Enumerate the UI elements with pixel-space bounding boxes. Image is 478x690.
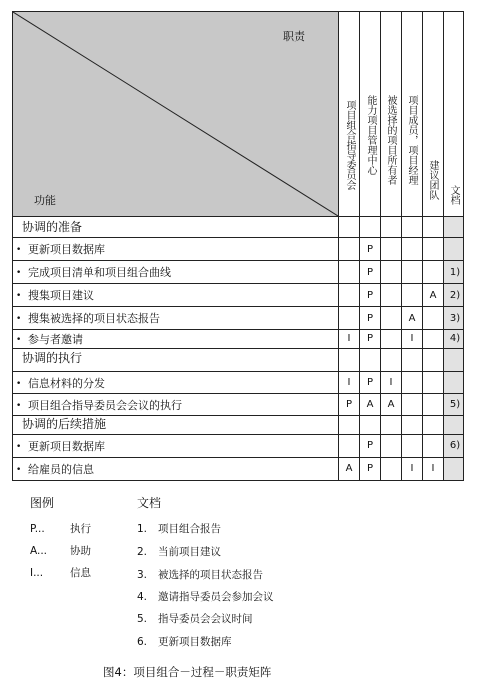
doc-text: 项目组合报告: [158, 523, 221, 535]
doc-num: 6.: [137, 636, 148, 648]
col-header-2: 被选择的项目所有者: [385, 95, 396, 185]
legend-title: 图例: [30, 496, 55, 510]
col-line-1: [359, 11, 360, 480]
doc-ref: 5): [449, 399, 461, 410]
row-line: [12, 306, 464, 307]
border-left: [12, 11, 13, 480]
cell-mark: P: [366, 313, 374, 324]
row-line: [12, 457, 464, 458]
cell-mark: A: [408, 313, 416, 324]
section-title: 协调的执行: [22, 351, 83, 365]
col-line-3: [401, 11, 402, 480]
row-line: [12, 283, 464, 284]
legend-meaning: 执行: [70, 523, 91, 535]
legend-key: P...: [30, 523, 45, 535]
legend-key: A...: [30, 545, 48, 557]
cell-mark: I: [410, 463, 414, 474]
bullet-icon: •: [16, 291, 22, 301]
doc-text: 指导委员会会议时间: [158, 613, 253, 625]
doc-ref: 6): [449, 440, 461, 451]
cell-mark: I: [347, 377, 351, 388]
doc-text: 邀请指导委员会参加会议: [158, 591, 274, 603]
row-line: [12, 237, 464, 238]
doc-ref: 4): [449, 333, 461, 344]
bullet-icon: •: [16, 245, 22, 255]
section-title: 协调的准备: [22, 220, 83, 234]
documents-title: 文档: [137, 496, 162, 510]
col-header-0: 项目组合指导委员会: [344, 100, 355, 190]
row-label: 完成项目清单和项目组合曲线: [28, 266, 171, 279]
doc-num: 2.: [137, 546, 148, 558]
legend-meaning: 信息: [70, 567, 91, 579]
doc-ref: 1): [449, 267, 461, 278]
doc-ref: 3): [449, 313, 461, 324]
function-label: 功能: [34, 194, 56, 207]
row-label: 信息材料的分发: [28, 377, 105, 390]
col-header-4: 建议团队: [427, 160, 438, 200]
cell-mark: A: [366, 399, 374, 410]
cell-mark: P: [366, 440, 374, 451]
row-label: 参与者邀请: [28, 333, 83, 346]
row-label: 更新项目数据库: [28, 440, 105, 453]
section-title: 协调的后续措施: [22, 417, 107, 431]
bullet-icon: •: [16, 314, 22, 324]
border-bottom: [12, 480, 464, 481]
cell-mark: P: [345, 399, 353, 410]
cell-mark: I: [431, 463, 435, 474]
cell-mark: P: [366, 377, 374, 388]
bullet-icon: •: [16, 442, 22, 452]
row-line: [12, 393, 464, 394]
cell-mark: P: [366, 244, 374, 255]
row-line: [12, 415, 464, 416]
cell-mark: P: [366, 267, 374, 278]
row-label: 搜集项目建议: [28, 289, 94, 302]
border-top: [12, 11, 464, 12]
doc-num: 3.: [137, 569, 148, 581]
cell-mark: A: [345, 463, 353, 474]
doc-text: 更新项目数据库: [158, 636, 232, 648]
bullet-icon: •: [16, 335, 22, 345]
cell-mark: P: [366, 463, 374, 474]
cell-mark: I: [389, 377, 393, 388]
doc-num: 4.: [137, 591, 148, 603]
doc-text: 当前项目建议: [158, 546, 221, 558]
row-label: 项目组合指导委员会会议的执行: [28, 399, 182, 412]
col-header-3: 项目成员，项目经理: [406, 95, 417, 185]
header-bottom-line: [12, 216, 464, 217]
doc-num: 1.: [137, 523, 148, 535]
row-line: [12, 260, 464, 261]
row-line: [12, 329, 464, 330]
row-label: 更新项目数据库: [28, 243, 105, 256]
doc-text: 被选择的项目状态报告: [158, 569, 263, 581]
doc-num: 5.: [137, 613, 148, 625]
row-line: [12, 434, 464, 435]
cell-mark: P: [366, 333, 374, 344]
cell-mark: I: [410, 333, 414, 344]
col-line-2: [380, 11, 381, 480]
cell-mark: I: [347, 333, 351, 344]
legend-key: I...: [30, 567, 44, 579]
row-line: [12, 371, 464, 372]
doc-ref: 2): [449, 290, 461, 301]
col-header-5: 文档: [448, 185, 459, 205]
cell-mark: A: [387, 399, 395, 410]
bullet-icon: •: [16, 465, 22, 475]
row-label: 搜集被选择的项目状态报告: [28, 312, 160, 325]
responsibility-label: 职责: [283, 30, 305, 43]
figure-caption: 图4：项目组合－过程－职责矩阵: [103, 665, 272, 679]
cell-mark: A: [429, 290, 437, 301]
bullet-icon: •: [16, 379, 22, 389]
col-line-0: [338, 11, 339, 480]
row-line: [12, 348, 464, 349]
legend-meaning: 协助: [70, 545, 91, 557]
row-label: 给雇员的信息: [28, 463, 94, 476]
cell-mark: P: [366, 290, 374, 301]
bullet-icon: •: [16, 268, 22, 278]
col-line-4: [422, 11, 423, 480]
col-header-1: 能力项目管理中心: [365, 95, 376, 175]
bullet-icon: •: [16, 401, 22, 411]
